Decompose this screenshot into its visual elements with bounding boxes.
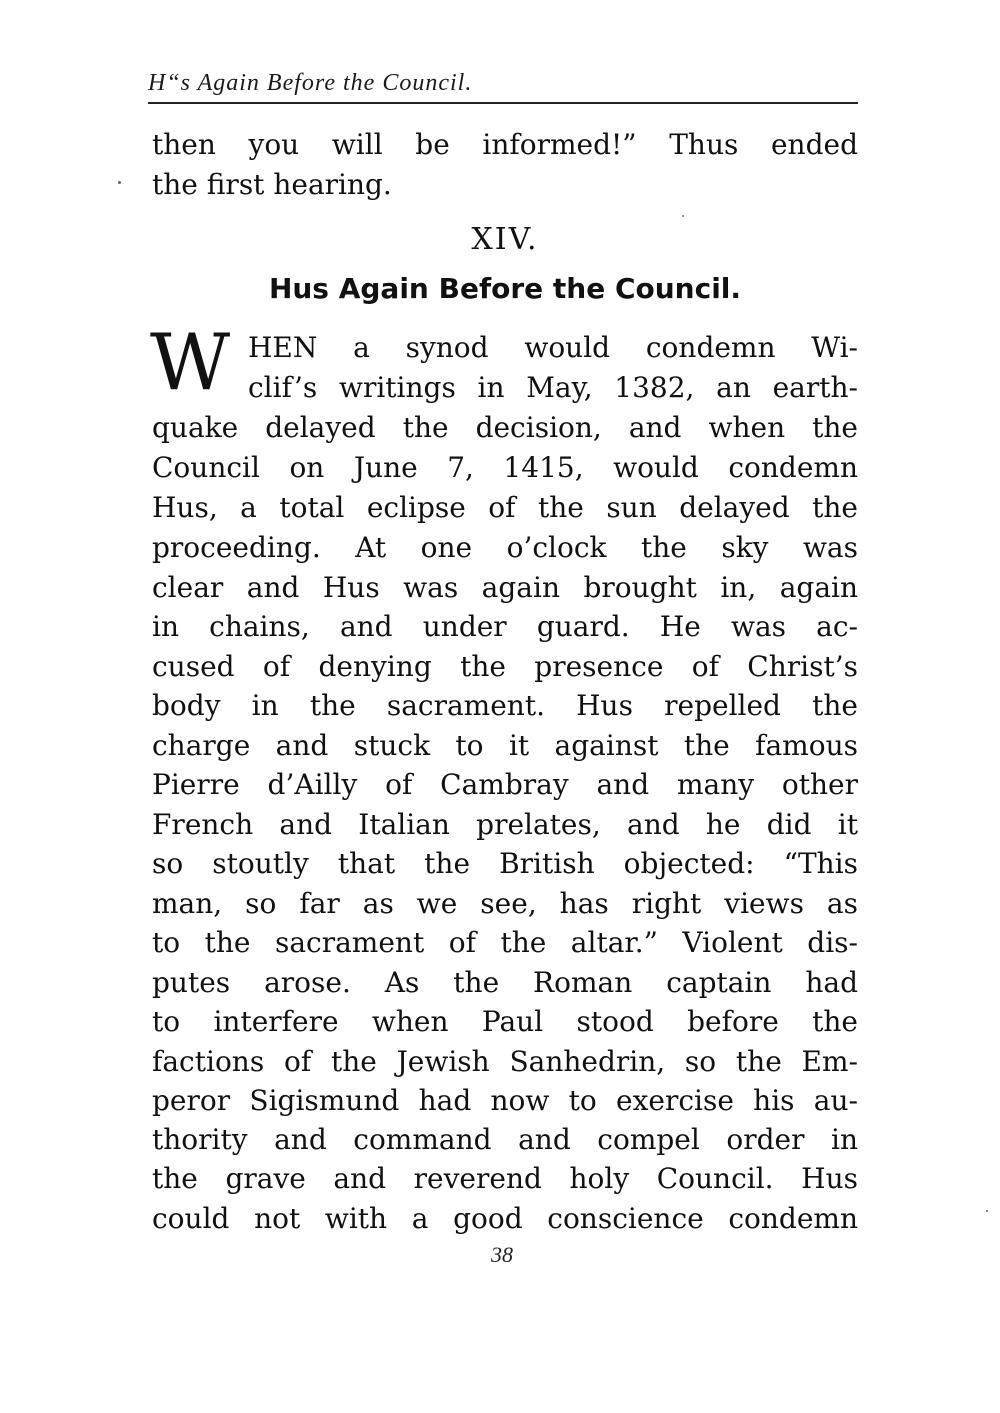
text-line: thority and command and compel order in (152, 1123, 858, 1156)
text-line: clear and Hus was again brought in, again (152, 571, 858, 604)
text-line: peror Sigismund had now to exercise his au- (152, 1084, 858, 1117)
scan-speck (682, 215, 684, 217)
drop-cap-initial: W (150, 318, 231, 408)
scan-speck (986, 1210, 988, 1212)
text-line: Pierre d’Ailly of Cambray and many other (152, 768, 858, 801)
chapter-number: XIV. (471, 222, 539, 257)
text-line: Hus, a total eclipse of the sun delayed the (152, 491, 858, 524)
text-line: then you will be informed!” Thus ended (152, 128, 858, 161)
scan-speck (118, 181, 121, 184)
text-line: clif’s writings in May, 1382, an earth- (248, 371, 858, 404)
text-line: quake delayed the decision, and when the (152, 411, 858, 444)
text-line: French and Italian prelates, and he did it (152, 808, 858, 841)
chapter-title: Hus Again Before the Council. (268, 272, 742, 305)
text-line: the grave and reverend holy Council. Hus (152, 1162, 858, 1195)
text-line: proceeding. At one o’clock the sky was (152, 531, 858, 564)
text-line: could not with a good conscience condemn (152, 1202, 858, 1235)
text-line: Council on June 7, 1415, would condemn (152, 451, 858, 484)
running-head: H“s Again Before the Council. (148, 70, 473, 96)
text-line: charge and stuck to it against the famous (152, 729, 858, 762)
text-line: factions of the Jewish Sanhedrin, so the Em- (152, 1045, 858, 1078)
text-line: putes arose. As the Roman captain had (152, 966, 858, 999)
text-line: cused of denying the presence of Christ’s (152, 650, 858, 683)
text-line: to the sacrament of the altar.” Violent dis- (152, 926, 858, 959)
text-line: body in the sacrament. Hus repelled the (152, 689, 858, 722)
page-number: 38 (491, 1242, 513, 1267)
text-line: in chains, and under guard. He was ac- (152, 610, 858, 643)
text-line: to interfere when Paul stood before the (152, 1005, 858, 1038)
text-line: so stoutly that the British objected: “This (152, 847, 858, 880)
header-rule (148, 102, 858, 104)
text-line: man, so far as we see, has right views as (152, 887, 858, 920)
text-line: the first hearing. (152, 168, 392, 201)
text-line: HEN a synod would condemn Wi- (248, 331, 858, 364)
